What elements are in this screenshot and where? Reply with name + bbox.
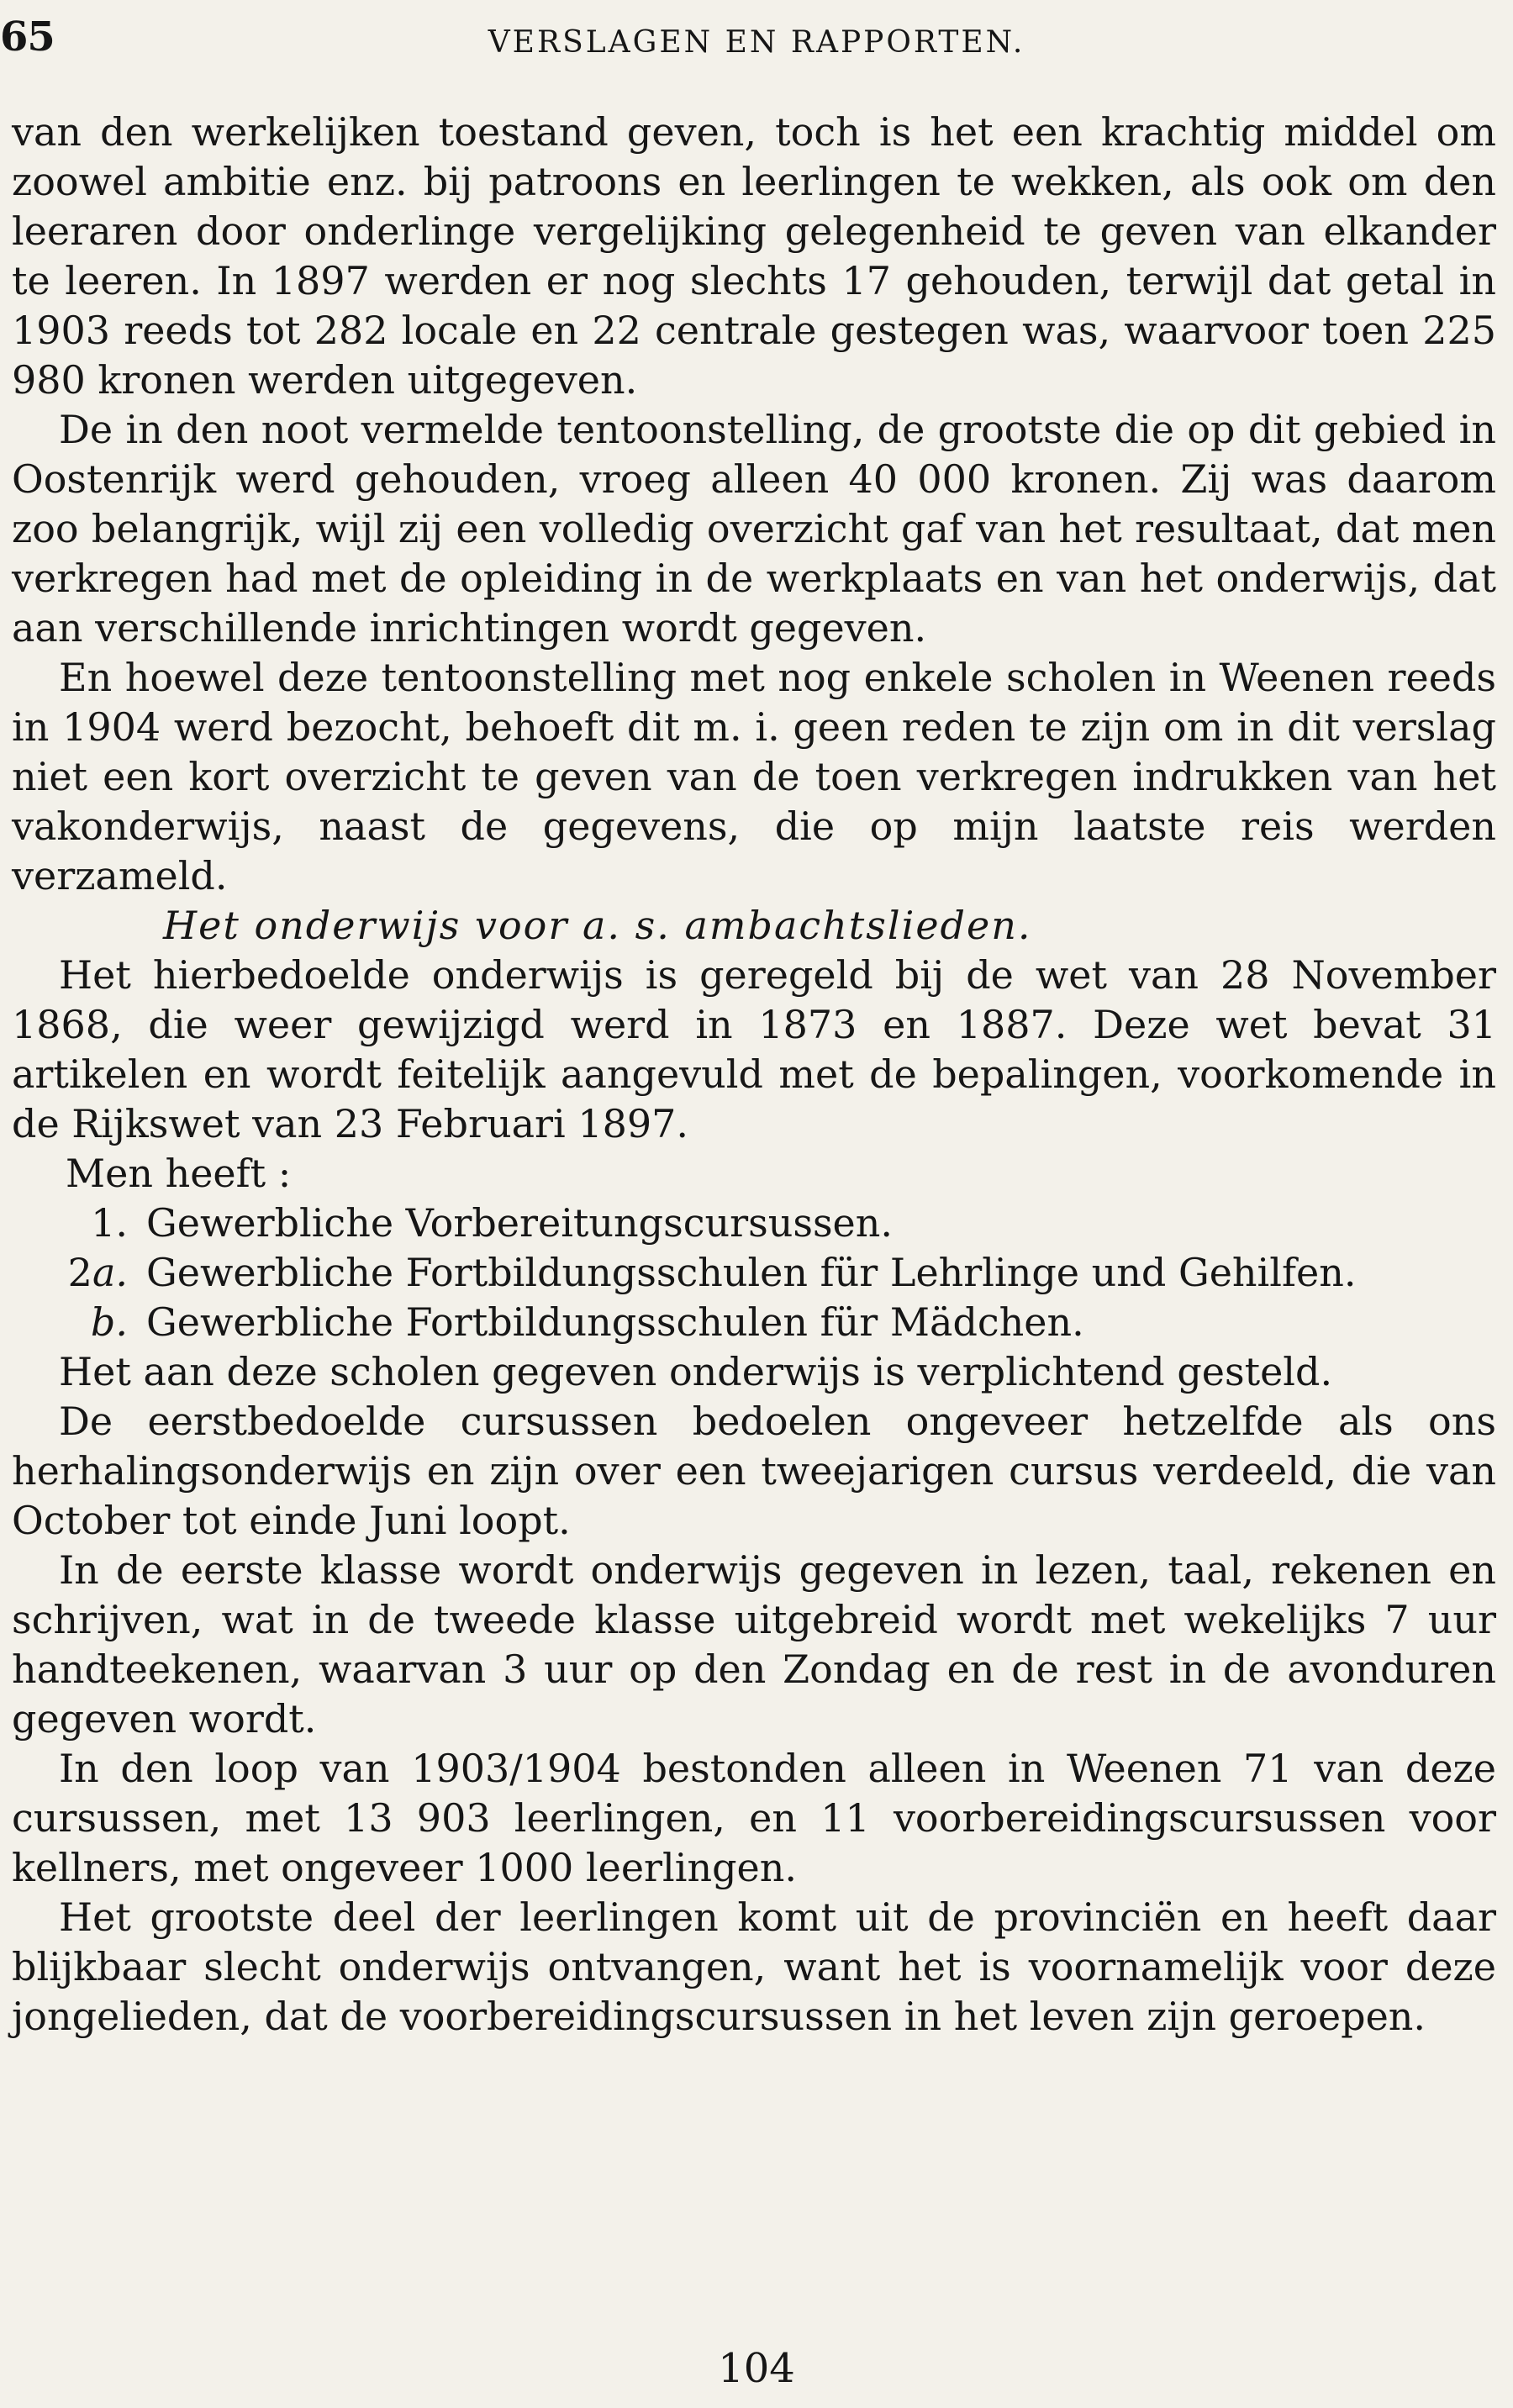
page-header bbox=[0, 13, 1513, 64]
list-item-number: 1. bbox=[91, 1200, 128, 1246]
list-item-number: 2a. bbox=[67, 1250, 128, 1295]
list-item-number: b. bbox=[90, 1299, 128, 1345]
section-title: Het onderwijs voor a. s. ambachtslieden. bbox=[163, 903, 1032, 948]
paragraph-2: De in den noot vermelde tentoonstelling, de grootste die op dit gebied in Oostenrijk werd gehouden, vroeg alleen 40 000 kronen. Zij was daarom zoo belangrijk, wijl zij een volledig overzicht gaf van het resultaat, dat men verkregen had met de opleiding in de werkplaats en van het onderwijs, dat aan verschillende inrichtingen wordt gegeven. bbox=[12, 407, 1496, 651]
paragraph-8: Het grootste deel der leerlingen komt uit de provinciën en heeft daar blijkbaar slecht onderwijs ontvangen, want het is voornamelijk voor deze jongelieden, dat de voorbereidingscursussen in het leven zijn geroepen. bbox=[12, 1894, 1496, 2039]
paragraph-1: van den werkelijken toestand geven, toch is het een krachtig middel om zoowel ambitie enz. bij patroons en leerlingen te wekken, als ook om den leeraren door onderlinge vergelijking gelegenheid te geven van elkander te leeren. In 1897 werden er nog slechts 17 gehouden, terwijl dat getal in 1903 reeds tot 282 locale en 22 centrale gestegen was, waarvoor toen 225 980 kronen werden uitgegeven. bbox=[12, 109, 1496, 403]
list-item-text: Gewerbliche Vorbereitungscursussen. bbox=[146, 1200, 894, 1246]
paragraph-5: De eerstbedoelde cursussen bedoelen ongeveer hetzelfde als ons herhalingsonderwijs en zijn over een tweejarigen cursus verdeeld, die van October tot einde Juni loopt. bbox=[12, 1399, 1496, 1543]
paragraph-7: In den loop van 1903/1904 bestonden alleen in Weenen 71 van deze cursussen, met 13 903 leerlingen, en 11 voorbereidingscursussen voor kellners, met ongeveer 1000 leerlingen. bbox=[12, 1746, 1496, 1890]
running-head: VERSLAGEN EN RAPPORTEN. bbox=[488, 25, 1025, 60]
list-item-text: Gewerbliche Fortbildungsschulen für Lehrlinge und Gehilfen. bbox=[146, 1250, 1357, 1295]
paragraph-6: In de eerste klasse wordt onderwijs gegeven in lezen, taal, rekenen en schrijven, wat in de tweede klasse uitgebreid wordt met wekelijks 7 uur handteekenen, waarvan 3 uur op den Zondag en de rest in de avonduren gegeven wordt. bbox=[12, 1547, 1496, 1741]
list-intro: Men heeft : bbox=[66, 1151, 292, 1196]
list-item bbox=[12, 1248, 1496, 1298]
list-item bbox=[12, 1298, 1496, 1347]
body-text bbox=[12, 108, 1496, 2042]
page-number-bottom: 104 bbox=[718, 2345, 795, 2392]
list-item bbox=[12, 1199, 1496, 1248]
paragraph-3: En hoewel deze tentoonstelling met nog enkele scholen in Weenen reeds in 1904 werd bezocht, behoeft dit m. i. geen reden te zijn om in dit verslag niet een kort overzicht te geven van de toen verkregen indrukken van het vakonderwijs, naast de gegevens, die op mijn laatste reis werden verzameld. bbox=[12, 655, 1496, 898]
paragraph-law: Het hierbedoelde onderwijs is geregeld bij de wet van 28 November 1868, die weer gewijzigd werd in 1873 en 1887. Deze wet bevat 31 artikelen en wordt feitelijk aangevuld met de bepalingen, voorkomende in de Rijkswet van 23 Februari 1897. bbox=[12, 952, 1496, 1146]
paragraph-4: Het aan deze scholen gegeven onderwijs is verplichtend gesteld. bbox=[59, 1349, 1333, 1394]
page-number-left: 65 bbox=[0, 13, 55, 61]
list-item-text: Gewerbliche Fortbildungsschulen für Mädchen. bbox=[146, 1299, 1084, 1345]
